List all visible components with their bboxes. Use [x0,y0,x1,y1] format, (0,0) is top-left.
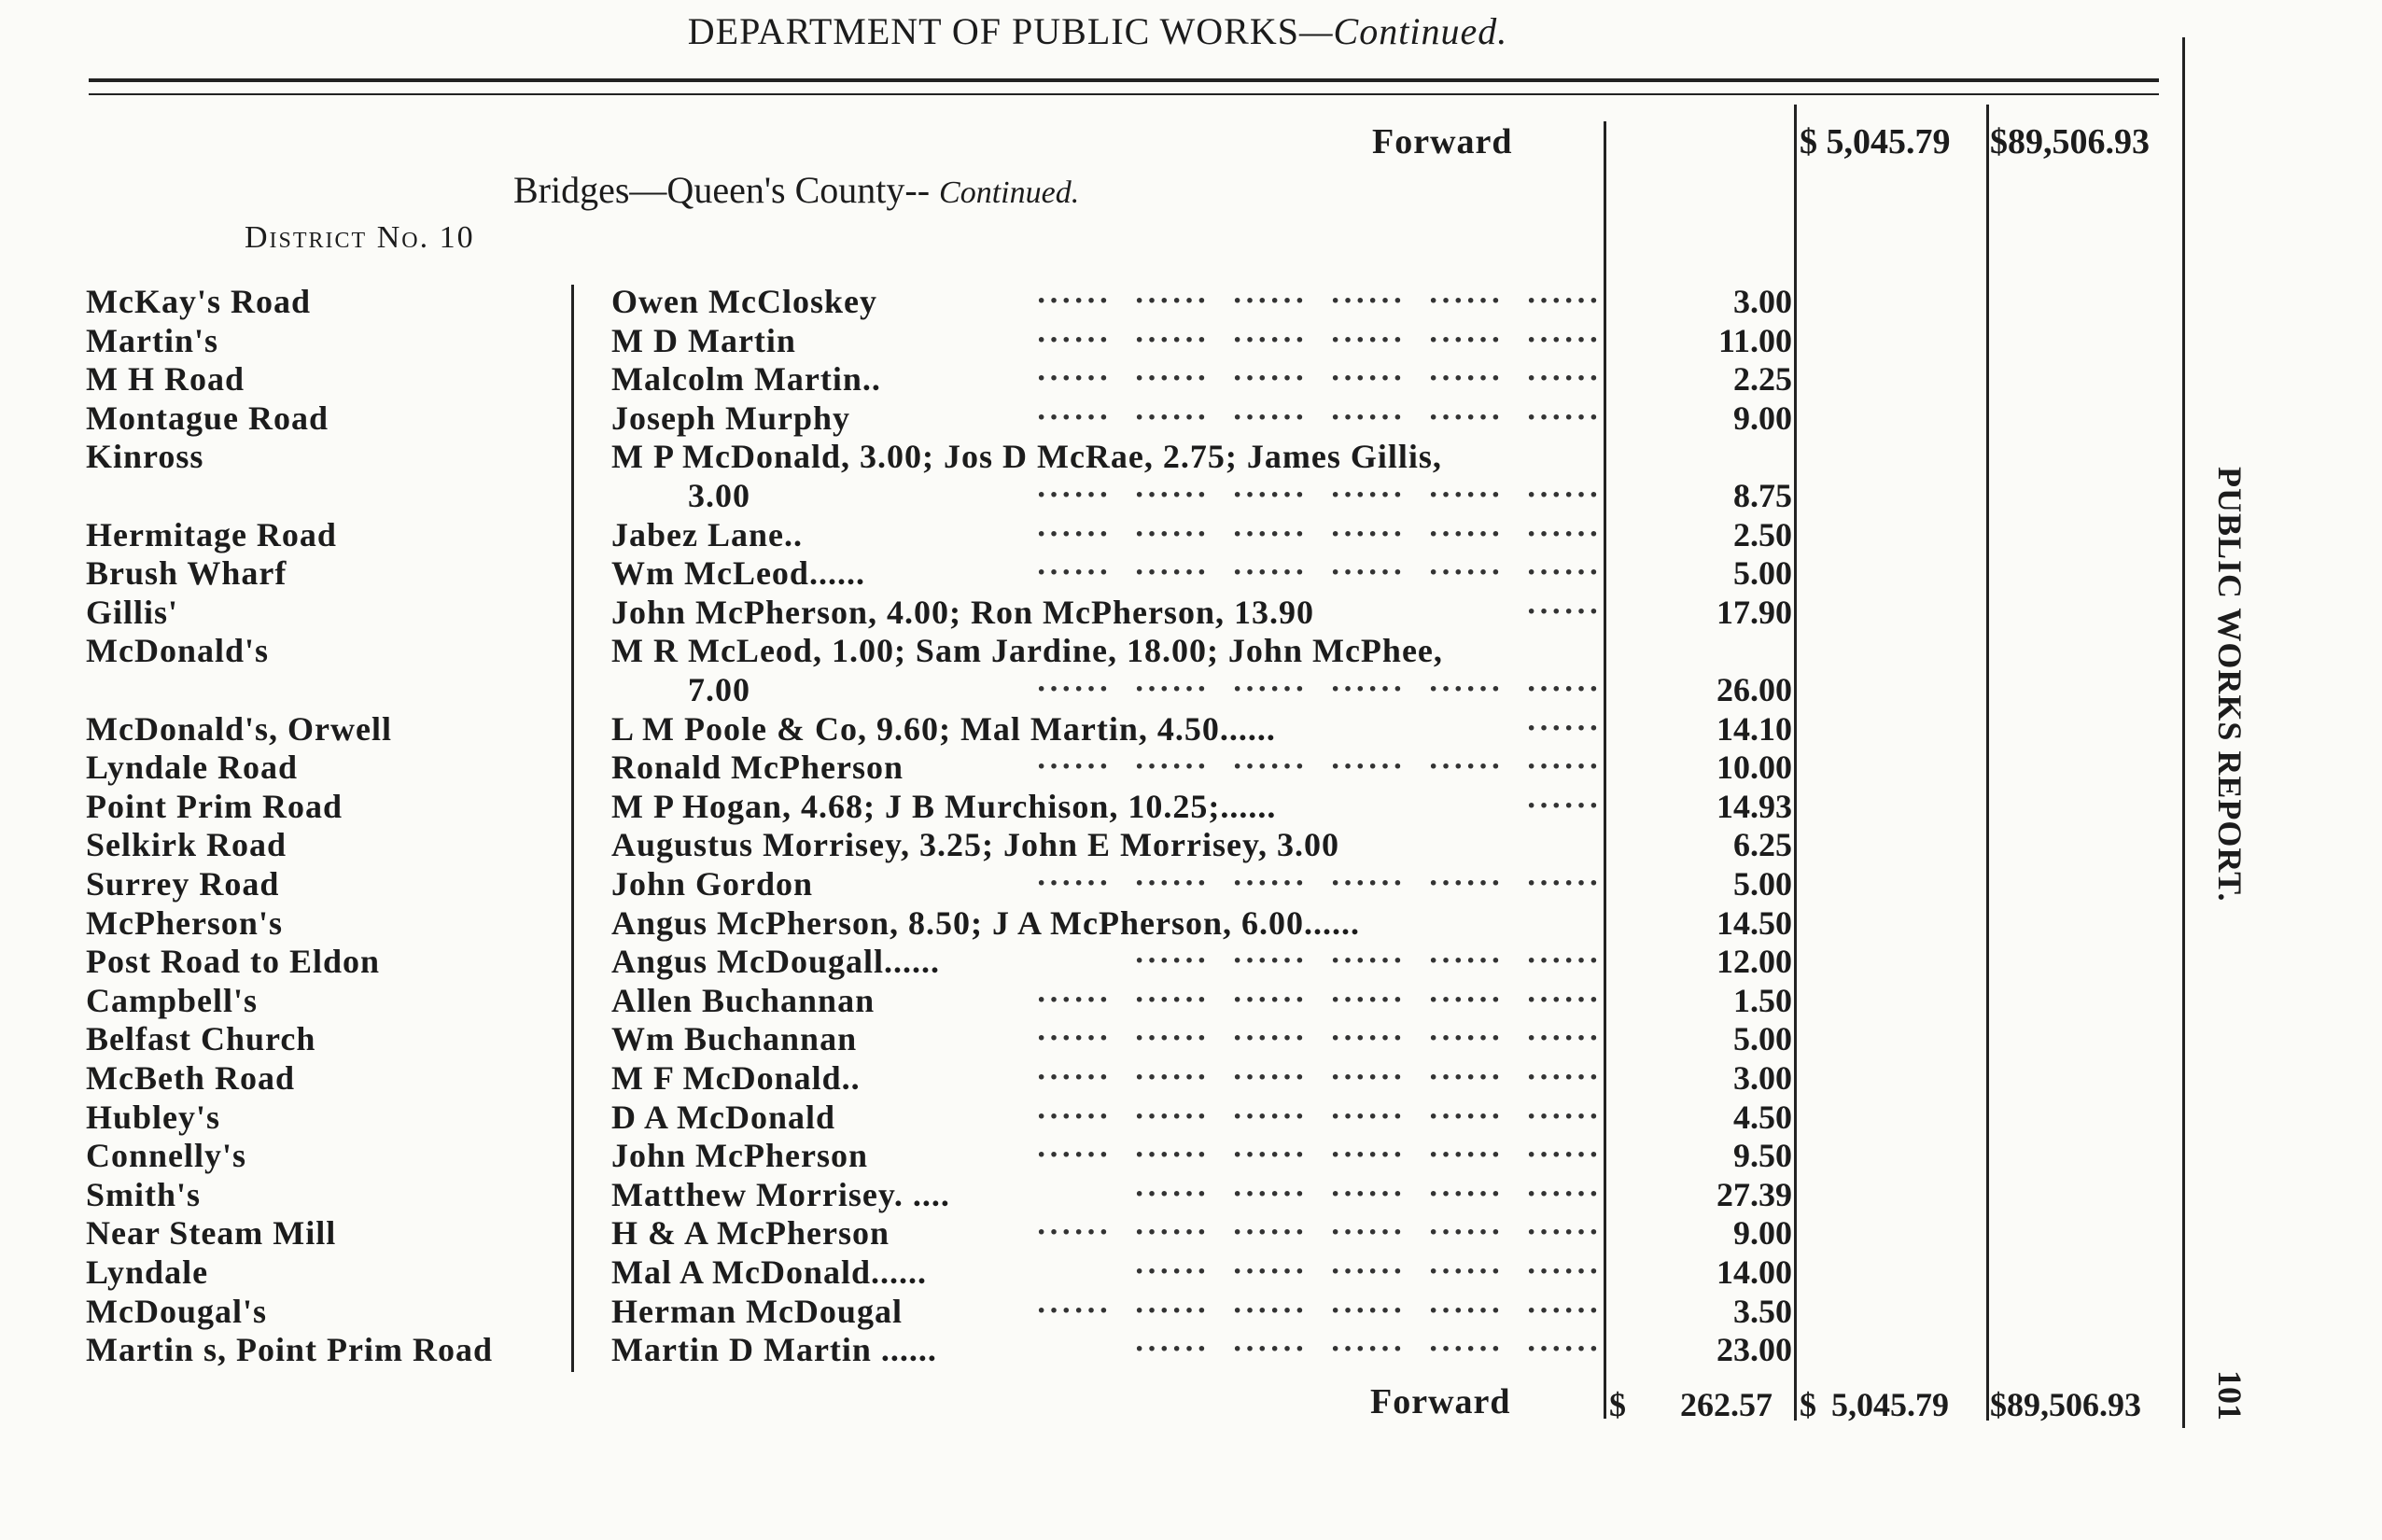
leader-dots: ······ [1036,1060,1112,1095]
leader-dots: ······ [1330,361,1406,397]
leader-dots: ······ [1134,361,1210,397]
leader-dots: ······ [1428,555,1504,591]
leader-dots: ······ [1428,399,1504,435]
row-payee: Wm McLeod...... [611,554,865,593]
leader-dots: ······ [1428,322,1504,357]
section-title-continued: Continued. [939,175,1080,210]
leader-dots: ······ [1232,322,1308,357]
leader-dots: ······ [1330,982,1406,1017]
leader-dots: ······ [1134,322,1210,357]
leader-dots: ······ [1036,555,1112,591]
leader-dots: ······ [1526,399,1602,435]
header-title: DEPARTMENT OF PUBLIC WORKS [687,10,1299,52]
forward-bottom-label: Forward [1370,1382,1511,1421]
leader-dots: ······ [1526,672,1602,707]
row-place: Belfast Church [86,1020,316,1058]
row-place: Kinross [86,438,204,476]
col-divider-2 [1986,105,1989,1421]
leader-dots: ······ [1232,1138,1308,1173]
row-amount: 14.93 [1716,787,1792,825]
row-payee: Herman McDougal [611,1292,903,1330]
row-amount: 11.00 [1717,321,1792,359]
row-place: McDonald's, Orwell [86,709,392,748]
row-payee: Jabez Lane.. [611,515,803,553]
leader-dots: ······ [1036,284,1112,318]
leader-dots: ······ [1526,322,1602,357]
leader-dots: ······ [1134,1332,1210,1367]
leader-dots: ······ [1526,1215,1602,1251]
leader-dots: ······ [1232,866,1308,901]
row-payee: Mal A McDonald...... [611,1253,928,1291]
leader-dots: ······ [1526,594,1602,629]
leader-dots: ······ [1330,1254,1406,1289]
row-place: McBeth Road [86,1059,295,1097]
leader-dots: ······ [1330,1138,1406,1173]
row-place: Smith's [86,1175,202,1213]
row-payee: Ronald McPherson [611,749,904,787]
leader-dots: ······ [1526,1254,1602,1289]
row-payee: Wm Buchannan [611,1020,858,1058]
leader-dots: ······ [1330,944,1406,979]
leader-dots: ······ [1036,361,1112,397]
row-place: Martin s, Point Prim Road [86,1331,493,1369]
leader-dots: ······ [1330,555,1406,591]
leader-dots: ······ [1526,1332,1602,1367]
district-heading: District No. 10 [245,220,475,255]
row-payee: Martin D Martin ...... [611,1331,937,1369]
forward-bottom-col1: 262.57 [1680,1386,1772,1423]
row-place: Campbell's [86,981,259,1019]
leader-dots: ······ [1526,1138,1602,1173]
leader-dots: ······ [1134,478,1210,512]
leader-dots: ······ [1526,478,1602,512]
row-place: Lyndale [86,1253,209,1291]
leader-dots: ······ [1428,1138,1504,1173]
leader-dots: ······ [1036,1099,1112,1134]
leader-dots: ······ [1232,1293,1308,1328]
leader-dots: ······ [1526,749,1602,785]
row-amount: 9.00 [1733,399,1792,437]
row-amount: 23.00 [1716,1331,1792,1369]
row-payee: Joseph Murphy [611,399,851,437]
col-divider-1 [1794,105,1797,1421]
row-place: Martin's [86,321,218,359]
row-payee: Allen Buchannan [611,981,876,1019]
row-payee: John Gordon [611,865,814,903]
leader-dots: ······ [1526,944,1602,979]
leader-dots: ······ [1036,478,1112,512]
row-amount: 17.90 [1716,593,1792,631]
leader-dots: ······ [1428,1060,1504,1095]
leader-dots: ······ [1526,866,1602,901]
leader-dots: ······ [1428,1176,1504,1211]
leader-dots: ······ [1428,982,1504,1017]
row-place: Montague Road [86,399,329,437]
row-payee: John McPherson, 4.00; Ron McPherson, 13.90 [611,593,1314,631]
leader-dots: ······ [1134,944,1210,979]
row-place: McPherson's [86,903,283,942]
leader-dots: ······ [1330,1060,1406,1095]
header-continued: —Continued. [1298,10,1508,52]
row-place: Hermitage Road [86,515,337,553]
leader-dots: ······ [1134,1138,1210,1173]
leader-dots: ······ [1526,710,1602,746]
row-payee: M P Hogan, 4.68; J B Murchison, 10.25;...... [611,787,1277,825]
row-payee: Matthew Morrisey. .... [611,1175,950,1213]
row-amount: 5.00 [1733,865,1792,903]
leader-dots: ······ [1134,399,1210,435]
leader-dots: ······ [1428,944,1504,979]
leader-dots: ······ [1232,361,1308,397]
row-payee: M R McLeod, 1.00; Sam Jardine, 18.00; John McPhee, [611,632,1443,670]
leader-dots: ······ [1232,555,1308,591]
leader-dots: ······ [1232,1176,1308,1211]
row-place: Post Road to Eldon [86,943,381,981]
leader-dots: ······ [1330,322,1406,357]
row-payee: Owen McCloskey [611,283,877,320]
leader-dots: ······ [1428,749,1504,785]
leader-dots: ······ [1036,749,1112,785]
row-amount: 10.00 [1716,749,1792,787]
leader-dots: ······ [1526,361,1602,397]
row-place: Gillis' [86,593,179,631]
leader-dots: ······ [1428,1254,1504,1289]
leader-dots: ······ [1428,1332,1504,1367]
leader-dots: ······ [1330,1021,1406,1057]
leader-dots: ······ [1526,1099,1602,1134]
row-amount: 27.39 [1716,1175,1792,1213]
row-place: Brush Wharf [86,554,287,593]
leader-dots: ······ [1428,284,1504,318]
leader-dots: ······ [1232,1099,1308,1134]
row-amount: 6.25 [1733,826,1792,864]
row-place: Hubley's [86,1098,221,1136]
leader-dots: ······ [1232,1060,1308,1095]
row-payee: Angus McDougall...... [611,943,941,981]
leader-dots: ······ [1428,516,1504,552]
leader-dots: ······ [1428,672,1504,707]
leader-dots: ······ [1428,361,1504,397]
leader-dots: ······ [1232,1215,1308,1251]
leader-dots: ······ [1428,1293,1504,1328]
row-amount: 5.00 [1733,1020,1792,1058]
leader-dots: ······ [1036,1021,1112,1057]
leader-dots: ······ [1134,1060,1210,1095]
row-amount: 1.50 [1733,981,1792,1019]
row-payee: L M Poole & Co, 9.60; Mal Martin, 4.50...... [611,709,1276,748]
page-header [0,9,2195,53]
leader-dots: ······ [1526,516,1602,552]
leader-dots: ······ [1526,555,1602,591]
leader-dots: ······ [1330,866,1406,901]
row-payee: Augustus Morrisey, 3.25; John E Morrisey, 3.00 [611,826,1339,864]
leader-dots: ······ [1232,516,1308,552]
leader-dots: ······ [1330,1215,1406,1251]
forward-bottom-dollar-2: $ [1800,1386,1816,1423]
row-place: Lyndale Road [86,749,299,787]
side-running-title: PUBLIC WORKS REPORT. [2211,467,2249,903]
leader-dots: ······ [1232,1254,1308,1289]
leader-dots: ······ [1330,1176,1406,1211]
leader-dots: ······ [1134,982,1210,1017]
row-payee: Angus McPherson, 8.50; J A McPherson, 6.00...... [611,903,1360,942]
forward-top-label: Forward [1372,122,1513,161]
leader-dots: ······ [1428,1215,1504,1251]
row-place: Surrey Road [86,865,280,903]
leader-dots: ······ [1036,672,1112,707]
leader-dots: ······ [1134,516,1210,552]
row-amount: 8.75 [1733,477,1792,514]
leader-dots: ······ [1134,749,1210,785]
leader-dots: ······ [1526,1021,1602,1057]
row-payee: John McPherson [611,1137,868,1175]
row-payee: M D Martin [611,321,796,359]
leader-dots: ······ [1428,866,1504,901]
leader-dots: ······ [1134,1254,1210,1289]
leader-dots: ······ [1134,1293,1210,1328]
leader-dots: ······ [1330,672,1406,707]
row-amount: 2.50 [1733,515,1792,553]
row-payee: Malcolm Martin.. [611,360,881,399]
leader-dots: ······ [1330,1332,1406,1367]
row-amount: 14.00 [1716,1253,1792,1291]
leader-dots: ······ [1526,982,1602,1017]
leader-dots: ······ [1526,1176,1602,1211]
row-amount: 9.50 [1733,1137,1792,1175]
leader-dots: ······ [1134,284,1210,318]
row-place: McDonald's [86,632,270,670]
row-amount: 26.00 [1716,671,1792,708]
leader-dots: ······ [1232,1021,1308,1057]
row-place: M H Road [86,360,245,399]
leader-dots: ······ [1134,672,1210,707]
leader-dots: ······ [1134,555,1210,591]
leader-dots: ······ [1036,1293,1112,1328]
leader-dots: ······ [1428,1021,1504,1057]
row-amount: 3.50 [1733,1292,1792,1330]
row-amount: 14.10 [1716,709,1792,748]
leader-dots: ······ [1526,788,1602,823]
leader-dots: ······ [1134,1099,1210,1134]
leader-dots: ······ [1330,516,1406,552]
header-rule-bottom [89,93,2159,95]
row-amount: 3.00 [1733,1059,1792,1097]
leader-dots: ······ [1330,284,1406,318]
leader-dots: ······ [1232,1332,1308,1367]
leader-dots: ······ [1036,866,1112,901]
leader-dots: ······ [1232,478,1308,512]
leader-dots: ······ [1232,284,1308,318]
forward-bottom-col2: 5,045.79 [1831,1386,1949,1423]
leader-dots: ······ [1134,1176,1210,1211]
leader-dots: ······ [1036,516,1112,552]
row-amount: 3.00 [1733,283,1792,320]
leader-dots: ······ [1134,1215,1210,1251]
leader-dots: ······ [1232,672,1308,707]
leader-dots: ······ [1036,982,1112,1017]
row-amount: 14.50 [1716,903,1792,942]
leader-dots: ······ [1526,1293,1602,1328]
leader-dots: ······ [1036,399,1112,435]
forward-bottom-col3: $89,506.93 [1990,1386,2141,1423]
row-payee-continued: 7.00 [688,671,750,708]
leader-dots: ······ [1134,866,1210,901]
header-rule-top [89,78,2159,82]
section-title [513,168,1079,212]
row-amount: 12.00 [1716,943,1792,981]
row-amount: 9.00 [1733,1214,1792,1253]
row-place: McDougal's [86,1292,267,1330]
row-payee: M F McDonald.. [611,1059,861,1097]
forward-top-col2: $ 5,045.79 [1800,122,1951,161]
row-place: Connelly's [86,1137,247,1175]
row-payee: H & A McPherson [611,1214,890,1253]
row-place: Point Prim Road [86,787,343,825]
row-payee-continued: 3.00 [688,477,750,514]
leader-dots: ······ [1232,749,1308,785]
leader-dots: ······ [1330,478,1406,512]
row-amount: 4.50 [1733,1098,1792,1136]
row-place: McKay's Road [86,283,311,320]
row-payee: M P McDonald, 3.00; Jos D McRae, 2.75; James Gillis, [611,438,1442,476]
leader-dots: ······ [1036,322,1112,357]
row-amount: 2.25 [1733,360,1792,399]
leader-dots: ······ [1232,982,1308,1017]
row-amount: 5.00 [1733,554,1792,593]
row-payee: D A McDonald [611,1098,836,1136]
leader-dots: ······ [1232,944,1308,979]
row-place: Near Steam Mill [86,1214,337,1253]
leader-dots: ······ [1036,1215,1112,1251]
leader-dots: ······ [1330,749,1406,785]
leader-dots: ······ [1428,1099,1504,1134]
leader-dots: ······ [1036,1138,1112,1173]
forward-bottom-dollar-1: $ [1609,1386,1626,1423]
leader-dots: ······ [1330,1099,1406,1134]
col-divider-3 [2182,37,2185,1428]
leader-dots: ······ [1330,1293,1406,1328]
leader-dots: ······ [1330,399,1406,435]
page-number: 101 [2211,1370,2249,1421]
section-title-text: Bridges—Queen's County-- [513,169,931,211]
leader-dots: ······ [1134,1021,1210,1057]
row-place: Selkirk Road [86,826,287,864]
col-divider-names [571,285,574,1372]
leader-dots: ······ [1428,478,1504,512]
leader-dots: ······ [1526,284,1602,318]
leader-dots: ······ [1232,399,1308,435]
forward-top-col3: $89,506.93 [1990,122,2150,161]
leader-dots: ······ [1526,1060,1602,1095]
